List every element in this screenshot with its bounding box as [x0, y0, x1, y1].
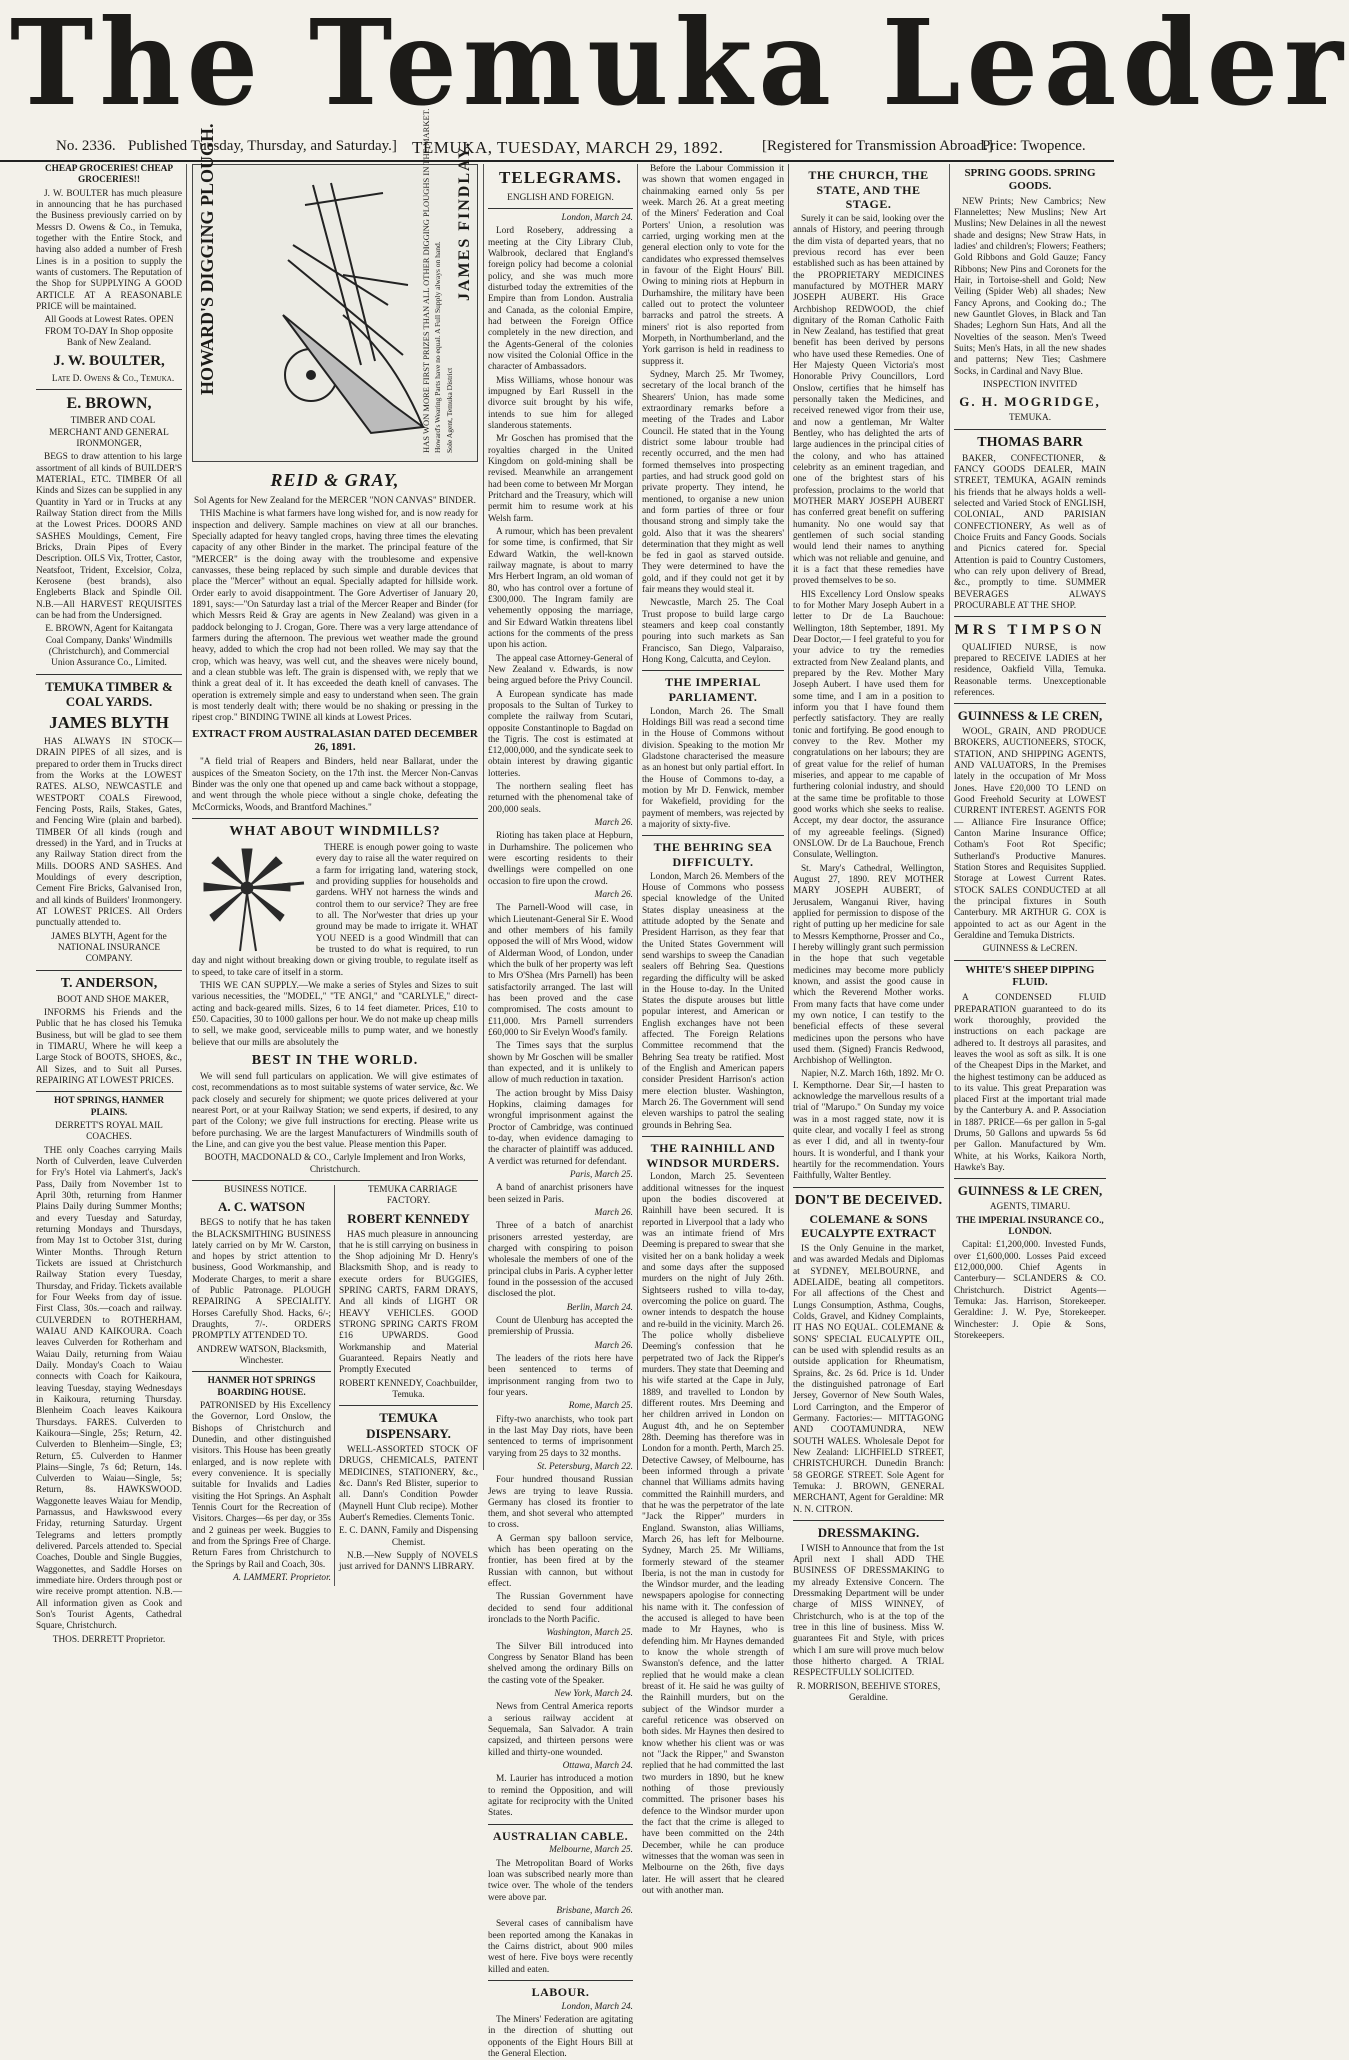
dispatch-date: London, March 24.	[561, 213, 633, 224]
divider	[793, 1520, 944, 1521]
dispatch-text: A band of anarchist prisoners have been seized in Paris.	[488, 1183, 633, 1205]
column-3	[488, 164, 633, 2059]
advertiser-name: MRS TIMPSON	[954, 622, 1106, 639]
dispatch-text: Four hundred thousand Russian Jews are trying to leave Russia. Germany has closed its frontier to them, and shot several who attempted to cross.	[488, 1475, 633, 1531]
ad-heading: DRESSMAKING.	[817, 1524, 920, 1540]
advertiser-name: T. ANDERSON,	[60, 975, 158, 991]
dispatch-text: Miss Williams, whose honour was impugned by Earl Russell in the divorce suit brought by his wife, intends to sue him for alleged slanderous statements.	[488, 375, 633, 431]
dispatch-text: Several cases of cannibalism have been reported among the Kanakas in the Cairns district, about 900 miles west of here. Five boys were recently killed and eaten.	[488, 1919, 633, 1975]
ad-signature: ANDREW WATSON, Blacksmith, Winchester.	[196, 1344, 327, 1367]
article-text: London, March 26. The Small Holdings Bill was read a second time in the House of Commons without division. Speaking to the motion Mr Gladstone characterised the measure as an honest but only partial effort. In the House of Commons to-day, a motion by Mr D. Fenwick, member for Wakefield, providing for the payment of members, was rejected by a majority of sixty-five.	[642, 706, 784, 830]
dispatch-text: A rumour, which has been prevalent for some time, is confirmed, that Sir Edward Watkin, the well-known railway magnate, is about to marry Mrs Herbert Ingram, an old woman of 80, who has control over a fortune of £300,000. The Ingram family are vehemently opposing the marriage, and Sir Edward Watkin threatens libel actions for the comments of the press upon his action.	[488, 526, 633, 651]
ad-body: WOOL, GRAIN, AND PRODUCE BROKERS, AUCTIONEERS, STOCK, STATION, AND SHIPPING AGENTS, AND VALUATORS, In the Premises lately in the occupation of Mr Moss Jones. Have £20,000 TO LEND on Good Freehold Security at LOWEST CURRENT INTEREST. AGENTS FOR— Alliance Fire Insurance Office; Canton Marine Insurance Office; Cotham's Foot Rot Specific; Sutherland's Productive Manures. Station Stores and Requisites Supplied. Storage at Lowest Current Rates. STOCK SALES CONDUCTED at all the principal fixtures in South Canterbury. MR ARTHUR G. COX is appointed to act as our Agent in the Geraldine and Temuka Districts.	[954, 727, 1106, 941]
ad-body: PATRONISED by His Excellency the Governor, Lord Onslow, the Bishops of Christchurch and Dunedin, and other distinguished visitors. This House has been greatly enlarged, and is now replete with every convenience. It is specially suitable for Invalids and Ladies visiting the Hot Springs. An Asphalt Tennis Court for the Recreation of Visitors. Charges—6s per day, or 35s and 2 guineas per week. Buggies to and from the Springs Free of Charge. Return Fares from Christchurch to the Springs by Rail and Coach, 30s.	[192, 1401, 331, 1570]
divider	[36, 1091, 182, 1092]
registration-note: [Registered for Transmission Abroad.]	[762, 138, 993, 154]
dispatch-text: M. Laurier has introduced a motion to remind the Opposition, and will agitate for reciprocity with the United States.	[488, 1774, 633, 1819]
ad-body: NEW Prints; New Cambrics; New Flannelettes; New Muslins; New Art Muslins; New Delaines in all the newest shade and designs; New Straw Hats, in ladies' and children's; Flowers; Feathers; Gold Ribbons and Gold Gauze; Fancy Ribbons; New Pins and Coronets for the Hair, in Tortoise-shell and Gold; New Veiling (Spider Web) all shades; New Fancy Aprons, and Cooking do.; The new Gauntlet Gloves, in Black and Tan Shades; Leghorn Sun Hats, And all the Novelties of the season. Men's Tweed Suits; Men's Hats, in all the new shades and patterns; New Ties; Cashmere Socks, in Cardinal and Navy Blue.	[954, 196, 1106, 377]
ad-body: All Goods at Lowest Rates. OPEN FROM TO-DAY In Shop opposite Bank of New Zealand.	[44, 315, 174, 348]
dispatch-date: March 26.	[594, 1207, 633, 1218]
dispatch-text: News from Central America reports a serious railway accident at Sequemala, San Salvador. A train capsized, and thirteen persons were killed and thirty-one wounded.	[488, 1702, 633, 1758]
telegram-list	[488, 213, 633, 1820]
ad-label: BUSINESS NOTICE.	[224, 1184, 307, 1195]
section-heading: TELEGRAMS.	[499, 168, 622, 187]
dispatch-date: New York, March 24.	[554, 1689, 633, 1700]
divider	[488, 1980, 633, 1981]
ad-body: THIS WE CAN SUPPLY.—We make a series of Styles and Sizes to suit various necessities, the "MODEL," "TE ANGI," and "CARLYLE," direct-acting and back-geared mills. Sizes, 6 to 14 feet diameter. Prices, £10 to £50. Capacities, 30 to 1000 gallons per hour. We do not make up cheap mills to sell, we make good, serviceable mills to pump water, and we honestly believe that our mills are absolutely the	[192, 980, 478, 1048]
column-rule	[949, 164, 950, 1470]
dispatch-date: Berlin, March 24.	[566, 1302, 633, 1313]
dispatch-text: The action brought by Miss Daisy Hopkins, claiming damages for wrongful imprisonment against the Proctor of Cambridge, was continued to-day, when evidence damaging to the character of plaintiff was adduced. A verdict was returned for defendant.	[488, 1088, 633, 1167]
dispatch-text: The Russian Government have decided to send four additional ironclads to the North Pacific.	[488, 1592, 633, 1626]
article-text: Sydney, March 25. Mr Twomey, secretary of the local branch of the Shearers' Union, has made some extraordinary remarks before a meeting of the Trades and Labor Council. He stated that in the Young district some labour trouble had recently occurred, and the men had formed themselves into prospecting parties, and had struck good gold on private property. They intend, he mentioned, to organise a new union and form parties of three or four thousand strong and simply take the gold. Also that it was the shearers' determination that they might as well be fed in gaol as starved outside. They were determined to have the gold, and if they could not get it by fair means they would steal it.	[642, 369, 784, 596]
ad-heading: DON'T BE DECEIVED.	[794, 1192, 943, 1208]
divider	[642, 670, 784, 671]
article-text: London, March 25. Seventeen additional witnesses for the inquest upon the bodies discovered at Rainhill have been secured. It is reported in Liverpool that a lady who was an intimate friend of Mrs Deeming is prepared to swear that she visited her on a bank holiday a week and some days after the supposed murders on the night of July 26th. Sightseers rushed to villa to-day, overcoming the police on guard. The owner intends to despatch the house and re-build in the vicinity. March 26. The police wholly disbelieve Deeming's confession that he perpetrated two of Jack the Ripper's murders. They state that Deeming and his wife started at the Cape in July, 1889, and travelled to London by different routes. Mrs Deeming and her children arrived in London on August 4th, and he on September 28th. Deeming has therefore was in London for a month. Perth, March 25. Detective Cawsey, of Melbourne, has been informed through a private channel that Williams admits having committed the Rainhill murders, and that he was the perpetrator of the late "Jack the Ripper" murders in England. Swanston, alias Williams, March 26, has left for Melbourne. Sydney, March 25. Mr Williams, formerly steward of the steamer Iberia, is not the man in custody for the Windsor murder, and the leading newspapers apologise for connecting his name with it. The confession of the accused is alleged to have been made to Mr Haynes, who is defending him. Mr Haynes demanded to know the whole strength of Swanston's defence, and the latter replied that he would make a clean breast of it. He said he was guilty of the Rainhill murders, but on the subject of the Windsor murder a careful reticence was observed on both sides. Mr Haynes then desired to know whether his client was or was not "Jack the Ripper," and Swanston replied that he had committed the last two murders in 1890, but he knew nothing of those previously committed. The prisoner bases his defence to the Windsor murder upon the fact that the crime is alleged to have been committed on the 24th December, while he can produce witnesses that the woman was seen in Melbourne on the 26th, five days later. He will assert that he cleared out with another man.	[642, 1172, 784, 1897]
column-5	[793, 164, 944, 1704]
ad-heading: TEMUKA TIMBER & COAL YARDS.	[45, 678, 173, 710]
ad-body: A CONDENSED FLUID PREPARATION guaranteed to do its work thoroughly, provided the instructions on each package are adhered to. It destroys all parasites, and leaves the wool as soft as silk. It is one of the Cheapest Dips in the Market, and the highest testimony can be adduced as to its value. This great Preparation was placed First at the important trial made by the Canterbury A. and P. Association in 1887. PRICE—6s per gallon in 5-gal Drums, 50 Gallons and upwards 5s 6d per Gallon. Manufactured by Wm. White, at his Works, Kaikora North, Hawke's Bay.	[954, 993, 1106, 1174]
ad-body: INFORMS his Friends and the Public that he has closed his Temuka Business, but will be glad to see them in TIMARU, Where he will keep a Large Stock of BOOTS, SHOES, &c., All Sizes, and to Suit all Purses. REPAIRING AT LOWEST PRICES.	[36, 1008, 182, 1086]
dispatch-date: Brisbane, March 26.	[556, 1905, 633, 1916]
dispatch-text: The leaders of the riots here have been sentenced to terms of imprisonment ranging from two to four years.	[488, 1353, 633, 1398]
article-text: London, March 26. Members of the House of Commons who possess special knowledge of the United States display uneasiness at the attitude adopted by the Senate and President Harrison, as they fear that the United States Government will send warships to sweep the Canadian sealers off Behring Sea. Questions regarding the difficulty will be asked in the House to-day. In the United States the dispute arouses but little popular interest, and American or English exchanges have not been affected. The Foreign Relations Committee recommend that the Behring Sea treaty be ratified. Most of the English and American papers consider President Harrison's action mere election bluster. Washington, March 26. The Government will send eleven warships to patrol the sealing grounds in Behring Sea.	[642, 871, 784, 1131]
section-heading: THE BEHRING SEA DIFFICULTY.	[653, 840, 773, 869]
divider	[954, 1178, 1106, 1179]
advertiser-place: TEMUKA.	[1008, 413, 1052, 424]
dispatch-date: St. Petersburg, March 22.	[537, 1461, 633, 1472]
issue-number: No. 2336.	[56, 138, 116, 154]
dispatch-date: Ottawa, March 24.	[562, 1761, 633, 1772]
dispatch-text: Fifty-two anarchists, who took part in the last May Day riots, have been sentenced to terms of imprisonment varying from 25 days to 32 months.	[488, 1414, 633, 1459]
section-subheading: ENGLISH AND FOREIGN.	[507, 192, 614, 203]
divider	[488, 208, 633, 209]
dispatch-date: March 26.	[594, 890, 633, 901]
dispatch-text: Count de Ulenburg has accepted the premiership of Prussia.	[488, 1315, 633, 1338]
section-heading: THE IMPERIAL PARLIAMENT.	[665, 675, 761, 705]
ad-body: THE only Coaches carrying Mails North of Culverden, leave Culverden for Fry's Hotel via Lahmert's, Jack's Pass, Daily from November 1st to April 30th, returning from Hanmer Plains Daily during Summer Months; and every Tuesday and Saturday, returning Mondays and Thursdays, from May 1st to October 31st, during Winter Months. Through Return Tickets are issued at Christchurch Railway Station every Tuesday, Thursday, and Friday. Tickets available for Four Weeks from day of issue. First Class, 30s.—coach and railway. CULVERDEN to ROTHERHAM, WAIAU AND KAIKOURA. Coach leaves Culverden for Rotherham and Waiau Daily, returning from Waiau Daily. Monday's Coach to Waiau connects with Coach for Kaikoura, leaving Tuesday, staying Wednesdays in Kaikoura, returning Thursday. Blenheim Coach leaves Kaikoura Thursdays. FARES. Culverden to Kaikoura—Single, 25s; Return, 42. Culverden to Blenheim—Single, £3; Return, £5. Culverden to Hanmer Plains—Single, 7s 6d; Return, 14s. Culverden to Waiau—Single, 5s; Return, 8s. HAWKSWOOD. Waggonette leaves Waiau for Mendip, Parnassus, and Hawkswood every Friday, returning Saturday. Urgent Telegrams and letters promptly delivered. Parcels attended to. Special Coaches, Double and Single Buggies, Waggonettes, and Saddle Horses on immediate hire. Orders through post or wire receive prompt attention. N.B.—All information given as Cook and Son's Tourist Agents, Cathedral Square, Christchurch.	[36, 1145, 182, 1632]
dispatch-date: March 26.	[594, 818, 633, 829]
column-rule	[483, 164, 484, 1470]
divider	[642, 835, 784, 836]
cable-list	[488, 1845, 633, 1976]
ad-heading: HOT SPRINGS, HANMER PLAINS.	[53, 1096, 165, 1118]
article-text: Napier, N.Z. March 16th, 1892. Mr O. I. Kempthorne. Dear Sir,—I hasten to acknowledge the marvellous results of a trial of "Marupo." On Sunday my voice was in a most ragged state, now it is quite clear, and vocally I feel as strong as ever I did, and all in twenty-four hours. It is wonderful, and I thank your heartily for the recommendation. Yours Faithfully, Walter Bentley.	[793, 1069, 944, 1182]
column-rule	[186, 164, 187, 1470]
dispatch-text: A German spy balloon service, which has been operating on the frontier, has been fired at by the Russian with cannon, but without effect.	[488, 1533, 633, 1590]
dispatch-text: The appeal case Attorney-General of New Zealand v. Edwards, is now being argued before the Privy Council.	[488, 653, 633, 687]
column-1	[36, 164, 182, 1645]
divider	[488, 1824, 633, 1825]
dispatch-date: March 26.	[594, 1340, 633, 1351]
ad-body: THERE is enough power going to waste every day to raise all the water required on a farm for irrigating land, watering stock, and providing supplies for households and gardens. WHY not harness the winds and control them to our service? They are free to all. The Nor'wester that dries up your ground may be made to irrigate it. WHAT YOU NEED is a good Windmill that can be trusted to do what is required, to run day and night without breaking down or giving trouble, to regulate itself as to speed, to take care of itself in a storm.	[192, 843, 478, 978]
ad-signature: THOS. DERRETT Proprietor.	[52, 1634, 166, 1645]
divider	[954, 429, 1106, 430]
column-rule	[788, 164, 789, 1470]
price: Price: Twopence.	[982, 138, 1086, 154]
dispatch-date: Melbourne, March 25.	[549, 1845, 633, 1856]
dateline	[0, 132, 1114, 162]
divider	[192, 1371, 331, 1372]
ad-signature: BOOTH, MACDONALD & CO., Carlyle Implement and Iron Works, Christchurch.	[204, 1153, 466, 1175]
section-heading: THE CHURCH, THE STATE, AND THE STAGE.	[808, 168, 929, 212]
newspaper-title: The Temuka Leader	[10, 0, 1349, 133]
article-text: Surely it can be said, looking over the annals of History, and peering through the dim vista of departed years, that no previous record has ever been established such as has been attained by the PROPRIETARY MEDICINES manufactured by MOTHER MARY JOSEPH AUBERT. His Grace Archbishop REDWOOD, the chief dignitary of the Roman Catholic Faith in New Zealand, has testified that great benefit has been derived by persons who have used these Remedies. One of Her Majesty Queen Victoria's most Honorable Privy Councillors, Lord Onslow, certifies that he himself has personally taken the Medicines, and received renewed vigor from their use, and now a gentleman, Mr Walter Bentley, who has delighted the arts of large audiences in the principal cities of the colony, and who has attained celebrity as an eminent tragedian, and one of the brightest stars of his profession, proclaims to the world that MOTHER MARY JOSEPH AUBERT has conferred great benefit on suffering humanity. No one would say that gentlemen of such social standing would lend their names to anything which was not reliable and genuine, and it is a fact that these remedies have proved themselves to be so.	[793, 213, 944, 587]
dispatch-text: The Miners' Federation are agitating in the direction of shutting out opponents of the Eight Hours Bill at the General Election.	[488, 2014, 633, 2059]
article-text: Before the Labour Commission it was shown that women engaged in chainmaking earned only 5s per week. March 26. At a great meeting of the Miners' Federation and Coal Porters' Union, a resolution was carried, urging working men at the general election only to vote for the candidates who expressed themselves in favour of the Eight Hours' Bill. Owing to mining riots at Hepburn in Durhamshire, the military have been called out to protect the volunteer barracks and patrol the streets. A miners' riot is also reported from Morpeth, in Northumberland, and the York garrison is held in readiness to suppress it.	[642, 164, 784, 367]
ad-body: J. W. BOULTER has much pleasure in announcing that he has purchased the Business previously carried on by Messrs D. Owens & Co., in Temuka, together with the Entire Stock, and having also added a number of Fresh Lines is in a position to supply the wants of customers. The Reputation of the Shop for SUPPLYING A GOOD ARTICLE AT A REASONABLE PRICE will be maintained.	[36, 188, 182, 312]
divider	[36, 970, 182, 971]
column-6	[954, 164, 1106, 1468]
plough-side-text: HAS WON MORE FIRST PRIZES THAN ALL OTHER DIGGING PLOUGHS IN THE MARKET.	[421, 108, 431, 453]
ad-heading: WHAT ABOUT WINDMILLS?	[229, 823, 441, 839]
dispatch-text: Three of a batch of anarchist prisoners arrested yesterday, are charged with conspiring to poison wholesale the members of one of the principal clubs in Paris. A cypher letter found in the possession of the accused disclosed the plot.	[488, 1221, 633, 1300]
ad-heading: TEMUKA DISPENSARY.	[366, 1410, 451, 1442]
plough-side-text: Howard's Wearing Parts have no equal. A Full Supply always on hand.	[433, 241, 442, 453]
ad-signature: E. BROWN, Agent for Kaitangata Coal Company, Danks' Windmills (Christchurch), and Commercial Union Assurance Co., Limited.	[45, 624, 173, 669]
advertiser-name: G. H. MOGRIDGE,	[959, 394, 1101, 410]
sub-column-left	[192, 1185, 335, 1586]
ad-signature: JAMES BLYTH, Agent for the NATIONAL INSURANCE COMPANY.	[51, 931, 167, 965]
ad-heading: WHITE'S SHEEP DIPPING FLUID.	[965, 964, 1095, 989]
divider	[954, 703, 1106, 704]
ad-body: We will send full particulars on application. We will give estimates of cost, recommendations as to most suitable systems of water service, &c. We pack closely and securely for shipment; we quote prices delivered at your nearest Port, or at your Railway Station; we send experts, if desired, to any part of the Colony; we give full instructions for erecting. Please write us before purchasing. We are the largest Manufacturers of Windmills south of the Line, and can give you the best value. Please mention this Paper.	[192, 1072, 478, 1150]
advertiser-trade: BOOT AND SHOE MAKER,	[57, 994, 169, 1005]
ad-label: TEMUKA CARRIAGE FACTORY.	[367, 1184, 458, 1207]
section-heading: THE RAINHILL AND WINDSOR MURDERS.	[646, 1141, 780, 1170]
advertiser-name: GUINNESS & LE CREN,	[957, 1183, 1103, 1199]
ad-note: INSPECTION INVITED	[982, 380, 1078, 391]
section-heading: AUSTRALIAN CABLE.	[492, 1828, 629, 1843]
column-4	[642, 164, 784, 1897]
ad-body: Capital: £1,200,000. Invested Funds, over £1,600,000. Losses Paid exceed £12,000,000. Chief Agents in Canterbury— SCLANDERS & CO. Christchurch. District Agents— Temuka: Jas. Harrison, Storekeeper. Geraldine: J. W. Pye, Storekeeper. Winchester: J. Opie & Sons, Storekeepers.	[954, 1240, 1106, 1341]
plough-agent: Sole Agent, Temuka District	[445, 367, 454, 453]
ad-subheading: AGENTS, TIMARU.	[989, 1202, 1071, 1213]
ad-body: BEGS to draw attention to his large assortment of all kinds of BUILDER'S MATERIAL, ETC. TIMBER Of all Kinds and Sizes can be supplied in any Quantity in Yard or in Trucks at any Railway Station direct from the Mills at the Lowest Prices. DOORS AND SASHES Mouldings, Cement, Fire Bricks, Drain Pipes of Every Description. OILS Vix, Trotter, Castor, Neatsfoot, Trident, Excelsior, Colza, Kerosene (best brands), also Engleberts Black and Spindle Oil. N.B.—All HARVEST REQUISITES can be had from the Undersigned.	[36, 452, 182, 621]
dispatch-text: Lord Rosebery, addressing a meeting at the City Library Club, Walbrook, declared that England's foreign policy had become a colonial policy, and she was much more disturbed today the extremities of the Empire than from London. Australia and Canada, as the colonial Empire, had between the Foreign Office completely in the new direction, and the Agents-General of the colonies now visited the Colonial Office in the character of Ambassadors.	[488, 226, 633, 373]
plough-title: HOWARD'S DIGGING PLOUGH.	[197, 123, 217, 395]
ad-signature: ROBERT KENNEDY, Coachbuilder, Temuka.	[339, 1378, 478, 1401]
advertiser-name: A. C. WATSON	[218, 1199, 305, 1215]
dispatch-date: London, March 24.	[561, 2001, 633, 2012]
divider	[954, 616, 1106, 617]
advertiser-name: E. BROWN,	[66, 394, 152, 412]
dispatch-text: Rioting has taken place at Hepburn, in Durhamshire. The policemen who were escorting residents to their dwellings were compelled on one occasion to fire upon the crowd.	[488, 831, 633, 887]
dispatch-date: Rome, March 25.	[568, 1401, 633, 1412]
article-text: HIS Excellency Lord Onslow speaks to for Mother Mary Joseph Aubert in a letter to Dr de La Bauchoue: Wellington, 18th September, 1891. My Dear Doctor,— I feel grateful to you for your advice to try the remedies extracted from New Zealand plants, and prepared by the Rev. Mother Mary Joseph Aubert. I have used them for some time, and I am in a position to inform you that I have found them perfectly satisfactory. They are really tonic and fortifying. Be good enough to convey to the Rev. Mother my congratulations on her labours; they are of great value for the relief of human miseries, and appear to me capable of furthering colonial industry, and should at the same time be profitable to those good works which she seeks to realise. Accept, my dear doctor, the assurance of my agreeable feelings. (Signed) ONSLOW. Dr de La Bauchoue, French Consulate, Wellington.	[793, 589, 944, 861]
divider	[339, 1405, 478, 1406]
column-rule	[637, 164, 638, 1470]
ad-heading: CHEAP GROCERIES! CHEAP GROCERIES!!	[44, 164, 174, 186]
dispatch-text: The Times says that the surplus shown by Mr Goschen will be smaller than expected, and it is unlikely to allow of much reduction in taxation.	[488, 1041, 633, 1086]
ad-body: WELL-ASSORTED STOCK OF DRUGS, CHEMICALS, PATENT MEDICINES, STATIONERY, &c., &c. Dann's Red Blister, superior to all. Dann's Condition Powder (Maynell Hunt Club recipe). Mother Aubert's Remedies. Clements Tonic.	[339, 1445, 478, 1524]
dispatch-text: The Parnell-Wood will case, in which Lieutenant-General Sir E. Wood and other members of his family opposed the will of Mrs Wood, widow of Alderman Wood, of London, under which the bulk of her property was left to Mrs O'Shea (Mrs Parnell) has been satisfactorily arranged. The last will has been proved and the case compromised. The costs amount to £11,000. Mrs Parnell surrenders £60,000 to Sir Evelyn Wood's family.	[488, 903, 633, 1039]
dispatch-date: Washington, March 25.	[546, 1628, 633, 1639]
ad-body: HAS much pleasure in announcing that he is still carrying on business in the Shop adjoining Mr D. Henry's Blacksmith Shop, and is ready to execute orders for BUGGIES, SPRING CARTS, FARM DRAYS, And all kinds of LIGHT OR HEAVY VEHICLES. GOOD STRONG SPRING CARTS FROM £16 UPWARDS. Good Workmanship and Material Guaranteed. Repairs Neatly and Promptly Executed	[339, 1229, 478, 1376]
dispatch-text: A European syndicate has made proposals to the Sultan of Turkey to complete the railway from Scutari, opposite Constantinople to Bagdad on the Tigris. The cost is estimated at £12,000,000, and the syndicate seek to obtain interest by drawing gigantic lotteries.	[488, 689, 633, 779]
article-text: Newcastle, March 25. The Coal Trust propose to build large cargo steamers and keep coal constantly pouring into such markets as San Francisco, San Diego, Valparaiso, Hong Kong, Calcutta, and Ceylon.	[642, 598, 784, 666]
dispatch-text: The northern sealing fleet has returned with the phenomenal take of 200,000 seals.	[488, 782, 633, 815]
masthead	[0, 0, 1349, 133]
ad-heading: BEST IN THE WORLD.	[251, 1052, 419, 1068]
article-text: St. Mary's Cathedral, Wellington, August 27, 1890. REV MOTHER MARY JOSEPH AUBERT, of Jerusalem, Wanganui River, having applied for permission to dispose of the right of putting up her medicine for sale to Messrs Kempthorne, Prosser and Co., I hereby willingly grant such permission in the hope that such vegetable medicines may become more publicly known, and assist the good cause in which the Reverend Mother works. From many facts that have come under my own notice, I can testify to the beneficial effects of these several medicines upon the persons who have used them. (Signed) Francis Redwood, Archbishop of Wellington.	[793, 863, 944, 1067]
divider	[192, 1180, 478, 1181]
ad-subheading: Sol Agents for New Zealand for the MERCER "NON CANVAS" BINDER.	[194, 495, 476, 506]
advertiser-name: JAMES BLYTH	[49, 713, 169, 733]
ad-heading: EXTRACT FROM AUSTRALASIAN DATED DECEMBER 26, 1891.	[192, 727, 478, 753]
windmill-illustration	[192, 843, 312, 953]
ad-heading: SPRING GOODS. SPRING GOODS.	[964, 167, 1096, 193]
dispatch-text: The Silver Bill introduced into Congress by Senator Bland has been shelved among the ordinary Bills on the casting vote of the Speaker.	[488, 1641, 633, 1686]
divider	[36, 389, 182, 390]
ad-signature: E. C. DANN, Family and Dispensing Chemist.	[339, 1526, 478, 1548]
ad-body: "A field trial of Reapers and Binders, held near Ballarat, under the auspices of the Smeaton Society, on the 17th inst. the Mercer Non-Canvas Binder was the only one that opened up and came back without a stoppage, and went through the whole piece without a single choke, defeating the McCormicks, Woods, and Brantford Machines."	[192, 757, 478, 813]
ad-heading: REID & GRAY,	[270, 470, 400, 490]
divider	[642, 1136, 784, 1137]
advertiser-name: J. W. BOULTER,	[53, 353, 165, 370]
dispatch-text: Mr Goschen has promised that the royalties charged in the United Kingdom on gold-mining shall be revised. Meanwhile an arrangement had been come to between Mr Morgan Pritchard and the Treasury, which will permit him to resume work at his Welsh farm.	[488, 434, 633, 524]
ad-body: THIS Machine is what farmers have long wished for, and is now ready for inspection and delivery. Sample machines on view at all our branches. Specially adapted for heavy tangled crops, having three times the elevating capacity of any other Binder in the market. The principal feature of the "MERCER" is the doing away with the troublesome and expensive canvasses, these being replaced by such simple and durable devices that place the "Mercer" without an equal. Specially adapted for hillside work. Order early to avoid disappointment. The Gore Advertiser of January 20, 1891, says:—"On Saturday last a trial of the Mercer Reaper and Binder (for which Messrs Reid & Gray are agents in New Zealand) was given in a paddock belonging to J. Crogan, Gore. There was a very large attendance of farmers during the afternoon. The previous wet weather made the ground heavy, added to which the crop had not been rolled. We may say that the crop, which was heavy, was well cut, and the sheaves were nicely bound, and a clean stubble was left. The grain is dispensed with, we reply that we think a great deal of it. It has exceeded the death knell of canvases. The operation is extremely simple and easy to understand when seen. The grain is most tenderly dealt with; there would be no shaking or pressing in the ripest crop." BINDING TWINE all kinds at Lowest Prices.	[192, 509, 478, 724]
ad-signature: GUINNESS & LeCREN.	[982, 944, 1078, 955]
ad-body: BAKER, CONFECTIONER, & FANCY GOODS DEALER, MAIN STREET, TEMUKA, AGAIN reminds his friends that he always holds a well-selected and Varied Stock of ENGLISH, COLONIAL, AND PARISIAN CONFECTIONERY, As well as of Choice Fruits and Fancy Goods. Socials and Picnics catered for. Special Attention is paid to Country Customers, who can rely upon delivery of Bread, &c., promptly to time. SUMMER BEVERAGES ALWAYS PROCURABLE AT THE SHOP.	[954, 453, 1106, 611]
ad-body: N.B.—New Supply of NOVELS just arrived for DANN'S LIBRARY.	[339, 1551, 478, 1573]
ad-body: QUALIFIED NURSE, is now prepared to RECEIVE LADIES at her residence, Oakfield Villa, Temuka. Reasonable terms. Unexceptionable references.	[954, 642, 1106, 698]
place-and-date: TEMUKA, TUESDAY, MARCH 29, 1892.	[412, 138, 724, 157]
dispatch-text: The Metropolitan Board of Works loan was subscribed nearly more than twice over. The whole of the tenders were above par.	[488, 1858, 633, 1903]
advertiser-name: ROBERT KENNEDY	[347, 1210, 470, 1226]
ad-heading: THE IMPERIAL INSURANCE CO., LONDON.	[956, 1215, 1104, 1237]
ad-signature: A. LAMMERT. Proprietor.	[233, 1573, 331, 1584]
plough-agent-name: JAMES FINDLAY.	[456, 140, 473, 301]
ad-body: I WISH to Announce that from the 1st April next I shall ADD THE BUSINESS OF DRESSMAKING to my already Extensive Concern. The Dressmaking Department will be under charge of MISS WINNEY, of Christchurch, who is at the top of the tree in this line of business. Miss W. guarantees Fit and Style, with prices which I am sure will prove much below those hitherto charged. A TRIAL RESPECTFULLY SOLICITED.	[793, 1543, 944, 1679]
ad-body: IS the Only Genuine in the market, and was awarded Medals and Diplomas at SYDNEY, MELBOURNE, and ADELAIDE, beating all competitors. For all affections of the Chest and Lungs Consumption, Asthma, Coughs, Colds, Gravel, and Kidney Complaints, IT HAS NO EQUAL. COLEMANE & SONS' SPECIAL EUCALYPTE OIL, can be used with splendid results as an outside application for Rheumatism, Sprains, &c. 2s 6d. Price is 1d. Under the distinguished patronage of Earl Jersey, Governor of New South Wales, Lord Carrington, and the Emperor of Germany. Factories:— MITTAGONG AND COOTAMUNDRA, NEW SOUTH WALES. Wholesale Depot for New Zealand: LICHFIELD STREET, CHRISTCHURCH. Dunedin Branch: 58 GEORGE STREET. Sole Agent for Temuka: J. BROWN, GENERAL MERCHANT, Agent for Geraldine: MR N. N. CITRON.	[793, 1244, 944, 1515]
advertiser-name: THOMAS BARR	[977, 434, 1083, 450]
ad-subheading: DERRETT'S ROYAL MAIL COACHES.	[55, 1120, 163, 1143]
sub-column-right	[339, 1185, 478, 1586]
divider	[793, 1187, 944, 1188]
divider	[954, 960, 1106, 961]
advertiser-name: GUINNESS & LE CREN,	[957, 708, 1103, 724]
ad-body: BEGS to notify that he has taken the BLACKSMITHING BUSINESS lately carried on by Mr W. Carston, and hopes by strict attention to business, Good Workmanship, and Moderate Charges, to merit a share of Public Patronage. PLOUGH REPAIRING A SPECIALITY. Horses Carefully Shod. Hacks, 6/-; Draughts, 7/-. ORDERS PROMPTLY ATTENDED TO.	[192, 1218, 331, 1342]
dispatch-date: Paris, March 25.	[569, 1169, 633, 1180]
publication-days: Published Tuesday, Thursday, and Saturday.]	[128, 138, 397, 154]
ad-signature: R. MORRISON, BEEHIVE STORES, Geraldine.	[796, 1681, 941, 1704]
ad-heading: HANMER HOT SPRINGS BOARDING HOUSE.	[207, 1376, 316, 1398]
ad-body: HAS ALWAYS IN STOCK— DRAIN PIPES of all sizes, and is prepared to order them in Trucks direct from the Works at the LOWEST RATES. ALSO, NEWCASTLE and WESTPORT COALS Firewood, Fencing Posts, Rails, Stakes, Gates, and Fencing Wire (plain and barbed). TIMBER Of all kinds (rough and dressed) in the Yard, and in Trucks at any Railway Station direct from the Mills. DOORS AND SASHES. And Mouldings of every description, Cement Fire Bricks, Galvanised Iron, and all kinds of Builders' Ironmongery. AT LOWEST PRICES. All Orders punctually attended to.	[36, 737, 182, 929]
divider	[36, 674, 182, 675]
advertiser-trade: TIMBER AND COAL MERCHANT AND GENERAL IRONMONGER,	[49, 416, 169, 450]
ad-heading: COLEMANE & SONS EUCALYPTE EXTRACT	[801, 1211, 936, 1241]
divider	[192, 818, 478, 819]
advertiser-note: Late D. Owens & Co., Temuka.	[51, 373, 175, 384]
section-heading: LABOUR.	[531, 1984, 590, 1999]
